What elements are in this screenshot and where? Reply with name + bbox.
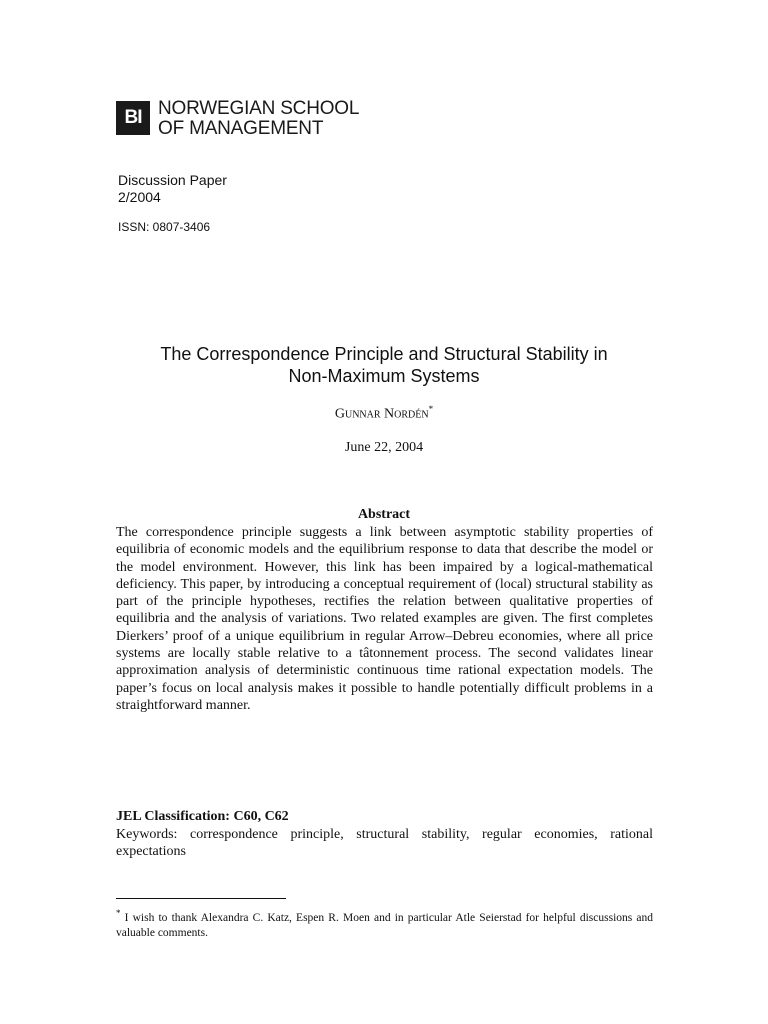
- paper-title-line2: Non-Maximum Systems: [288, 366, 480, 386]
- keywords: Keywords: correspondence principle, structural stability, regular economies, rational expectations: [116, 827, 653, 860]
- bi-logo-mark: BI: [116, 101, 150, 135]
- footnote-text: I wish to thank Alexandra C. Katz, Espen R. Moen and in particular Atle Seierstad for helpful discussions and valuable comments.: [116, 911, 653, 939]
- abstract-body: The correspondence principle suggests a link between asymptotic stability properties of equilibria of economic models and the equilibrium response to data that describe the model or the model environment. However, this link has been impaired by a logical-mathematical deficiency. This paper, by introducing a conceptual requirement of (local) structural stability as part of the principle hypotheses, rectifies the relation between qualitative properties of equilibria and the analysis of variations. Two related examples are given. The first completes Dierkers’ proof of a unique equilibrium in regular Arrow–Debreu economies, where all price systems are locally stable relative to a tâtonnement process. The second validates linear approximation analysis of deterministic continuous time rational expectation models. The paper’s focus on local analysis makes it possible to handle potentially difficult problems in a straightforward manner.: [116, 525, 653, 713]
- series-type: Discussion Paper: [118, 172, 227, 188]
- series-number: 2/2004: [118, 189, 161, 205]
- author: [100, 404, 668, 422]
- footnote: [116, 906, 653, 941]
- paper-title: [100, 343, 668, 387]
- series-info: [118, 172, 227, 206]
- abstract-heading: Abstract: [357, 507, 411, 522]
- institution-name: [158, 99, 359, 139]
- jel-classification: JEL Classification: C60, C62: [116, 809, 289, 824]
- paper-title-line1: The Correspondence Principle and Structural Stability in: [160, 344, 608, 364]
- footnote-mark: *: [116, 908, 121, 918]
- author-footnote-mark: *: [428, 404, 434, 414]
- footnote-divider: [116, 898, 286, 899]
- institution-name-line1: NORWEGIAN SCHOOL: [158, 98, 360, 119]
- issn: ISSN: 0807-3406: [118, 220, 211, 234]
- author-name: Gunnar Nordén: [334, 406, 429, 422]
- paper-date: June 22, 2004: [344, 440, 424, 455]
- institution-name-line2: OF MANAGEMENT: [158, 118, 324, 139]
